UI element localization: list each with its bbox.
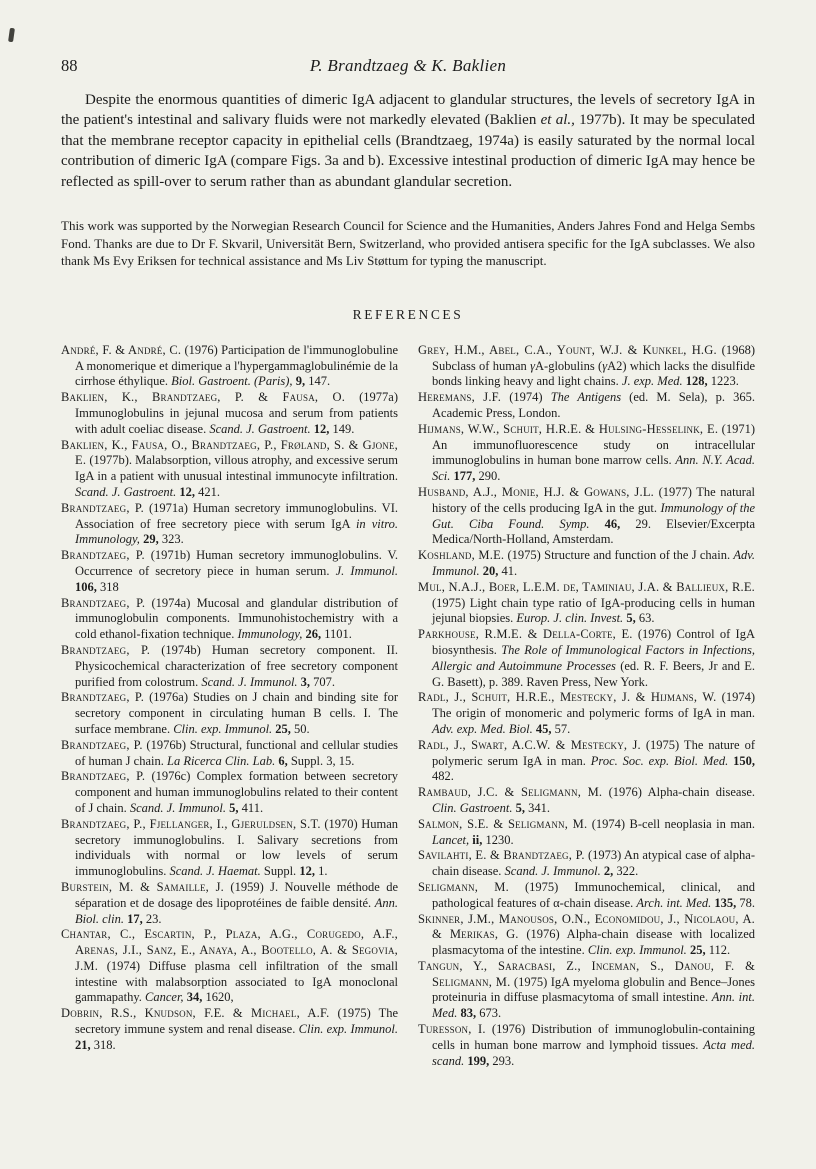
reference-entry: Grey, H.M., Abel, C.A., Yount, W.J. & Kunkel, H.G. (1968) Subclass of human γA-globulins (γA2) which lacks the disulfide bonds linking heavy and light chains. J. exp. Med. 128, 1223. (418, 342, 756, 389)
reference-entry: Radl, J., Swart, A.C.W. & Mestecky, J. (1975) The nature of polymeric serum IgA in man. Proc. Soc. exp. Biol. Med. 150, 482. (418, 737, 756, 784)
scan-artifact (8, 28, 15, 43)
reference-entry: André, F. & André, C. (1976) Participation de l'immunoglobuline A monomerique et dimerique a l'hypergammaglobulinémie de la cirrhose éthylique. Biol. Gastroent. (Paris), 9, 147. (61, 342, 398, 389)
reference-entry: Baklien, K., Brandtzaeg, P. & Fausa, O. (1977a) Immunoglobulins in jejunal mucosa and serum from patients with adult coeliac disease. Scand. J. Gastroent. 12, 149. (61, 390, 399, 436)
reference-entry: Heremans, J.F. (1974) The Antigens (ed. M. Sela), p. 365. Academic Press, London. (418, 390, 755, 420)
reference-entry: Brandtzaeg, P. (1976a) Studies on J chain and binding site for secretory component in circulating human B cells. I. The surface membrane. Clin. exp. Immunol. 25, 50. (61, 690, 399, 736)
reference-entry: Dobrin, R.S., Knudson, F.E. & Michael, A.F. (1975) The secretory immune system and renal disease. Clin. exp. Immunol. 21, 318. (61, 1006, 399, 1052)
reference-entry: Mul, N.A.J., Boer, L.E.M. de, Taminiau, J.A. & Ballieux, R.E. (1975) Light chain type ratio of IgA-producing cells in human jejunal biopsies. Europ. J. clin. Invest. 5, 63. (418, 579, 755, 626)
references-heading: REFERENCES (352, 306, 464, 322)
reference-entry: Brandtzaeg, P. (1974b) Human secretory component. II. Physicochemical characterization of free secretory component purified from colostrum. Scand. J. Immunol. 3, 707. (61, 642, 398, 689)
reference-entry: Rambaud, J.C. & Seligmann, M. (1976) Alpha-chain disease. Clin. Gastroent. 5, 341. (418, 785, 756, 815)
page-header (61, 56, 755, 80)
reference-entry: Koshland, M.E. (1975) Structure and function of the J chain. Adv. Immunol. 20, 41. (418, 548, 755, 578)
reference-entry: Baklien, K., Fausa, O., Brandtzaeg, P., Frøland, S. & Gjone, E. (1977b). Malabsorption, villous atrophy, and excessive serum IgA in a patient with unusual intestinal immunocyte infiltration. Scand. J. Gastroent. 12, 421. (61, 437, 398, 499)
reference-entry: Turesson, I. (1976) Distribution of immunoglobulin-containing cells in human bone marrow and lymphoid tissues. Acta med. scand. 199, 293. (418, 1022, 755, 1068)
references-left-column (61, 343, 398, 1070)
reference-entry: Salmon, S.E. & Seligmann, M. (1974) B-cell neoplasia in man. Lancet, ii, 1230. (418, 816, 755, 847)
reference-entry: Seligmann, M. (1975) Immunochemical, clinical, and pathological features of α-chain disease. Arch. int. Med. 135, 78. (418, 879, 756, 910)
page-number: 88 (61, 56, 78, 75)
acknowledgments: This work was supported by the Norwegian Research Council for Science and the Humanities, Anders Jahres Fond and Helga Sembs Fond. Thanks are due to Dr F. Skvaril, Universität Bern, Switzerland, who provided antisera specific for the IgA subclasses. We also thank Ms Evy Eriksen for technical assistance and Ms Liv Støttum for typing the manuscript. (61, 218, 755, 269)
reference-entry: Brandtzaeg, P. (1976c) Complex formation between secretory component and human immunoglobulins related to their content of J chain. Scand. J. Immunol. 5, 411. (61, 769, 398, 815)
running-head: P. Brandtzaeg & K. Baklien (309, 56, 507, 75)
body-paragraph: Despite the enormous quantities of dimeric IgA adjacent to glandular structures, the levels of secretory IgA in the patient's intestinal and salivary fluids were not markedly elevated (Baklien et al., 1977b). It may be speculated that the membrane receptor capacity in epithelial cells (Brandtzaeg, 1974a) is easily saturated by the normal local contribution of dimeric IgA (compare Figs. 3a and b). Excessive intestinal production of dimeric IgA may hence be reflected as spill-over to serum rather than as abundant glandular secretion. (61, 92, 755, 190)
reference-entry: Parkhouse, R.M.E. & Della-Corte, E. (1976) Control of IgA biosynthesis. The Role of Immunological Factors in Infections, Allergic and Autoimmune Processes (ed. R. F. Beers, Jr and E. G. Basett), p. 389. Raven Press, New York. (418, 627, 755, 689)
reference-entry: Radl, J., Schuit, H.R.E., Mestecky, J. & Hijmans, W. (1974) The origin of monomeric and polymeric forms of IgA in man. Adv. exp. Med. Biol. 45, 57. (418, 690, 755, 736)
reference-entry: Chantar, C., Escartin, P., Plaza, A.G., Corugedo, A.F., Arenas, J.I., Sanz, E., Anaya, A., Bootello, A. & Segovia, J.M. (1974) Diffuse plasma cell infiltration of the small intestine with malabsorption associated to IgA monoclonal gammapathy. Cancer, 34, 1620, (61, 927, 398, 1005)
reference-entry: Brandtzaeg, P., Fjellanger, I., Gjeruldsen, S.T. (1970) Human secretory immunoglobulins. I. Salivary secretions from individuals with normal or low levels of serum immunoglobulins. Scand. J. Haemat. Suppl. 12, 1. (61, 816, 399, 879)
reference-entry: Tangun, Y., Saracbasi, Z., Inceman, S., Danou, F. & Seligmann, M. (1975) IgA myeloma globulin and Bence–Jones proteinuria in diffuse plasmacytoma of small intestine. Ann. int. Med. 83, 673. (418, 958, 755, 1021)
references-section (61, 343, 755, 1070)
reference-entry: Hijmans, W.W., Schuit, H.R.E. & Hulsing-Hesselink, E. (1971) An immunofluorescence study on intracellular immunoglobulins in human bone marrow cells. Ann. N.Y. Acad. Sci. 177, 290. (418, 421, 756, 484)
reference-entry: Brandtzaeg, P. (1971b) Human secretory immunoglobulins. V. Occurrence of secretory piece in human serum. J. Immunol. 106, 318 (61, 548, 398, 594)
references-right-column (418, 343, 755, 1070)
reference-entry: Skinner, J.M., Manousos, O.N., Economidou, J., Nicolaou, A. & Merikas, G. (1976) Alpha-chain disease with localized plasmacytoma of the intestine. Clin. exp. Immunol. 25, 112. (418, 911, 755, 958)
reference-entry: Brandtzaeg, P. (1971a) Human secretory immunoglobulins. VI. Association of free secretory piece with serum IgA in vitro. Immunology, 29, 323. (61, 500, 398, 547)
reference-entry: Brandtzaeg, P. (1974a) Mucosal and glandular distribution of immunoglobulin components. Immunohistochemistry with a cold ethanol-fixation technique. Immunology, 26, 1101. (61, 595, 399, 642)
reference-entry: Savilahti, E. & Brandtzaeg, P. (1973) An atypical case of alpha-chain disease. Scand. J. Immunol. 2, 322. (418, 848, 755, 879)
reference-entry: Husband, A.J., Monie, H.J. & Gowans, J.L. (1977) The natural history of the cells producing IgA in the gut. Immunology of the Gut. Ciba Found. Symp. 46, 29. Elsevier/Excerpta Medica/North-Holland, Amsterdam. (418, 484, 755, 547)
reference-entry: Burstein, M. & Samaille, J. (1959) J. Nouvelle méthode de séparation et de dosage des lipoprotéines de faible densité. Ann. Biol. clin. 17, 23. (61, 879, 398, 926)
reference-entry: Brandtzaeg, P. (1976b) Structural, functional and cellular studies of human J chain. La Ricerca Clin. Lab. 6, Suppl. 3, 15. (61, 737, 398, 768)
